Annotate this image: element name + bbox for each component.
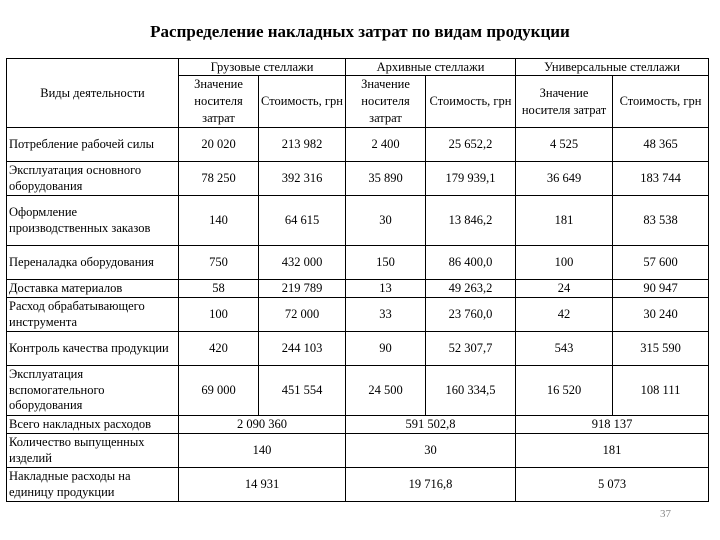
table-cell: 179 939,1 <box>426 162 516 196</box>
row-label: Эксплуатация основного оборудования <box>7 162 179 196</box>
summary-cell: 140 <box>179 434 346 468</box>
driver-header: Значение носителя затрат <box>516 76 613 128</box>
table-cell: 108 111 <box>613 366 709 416</box>
table-cell: 90 <box>346 332 426 366</box>
table-cell: 392 316 <box>259 162 346 196</box>
table-cell: 24 500 <box>346 366 426 416</box>
table-row <box>7 246 709 280</box>
row-label: Контроль качества продукции <box>7 332 179 366</box>
table-cell: 4 525 <box>516 128 613 162</box>
table-cell: 24 <box>516 280 613 298</box>
summary-cell: 2 090 360 <box>179 416 346 434</box>
table-cell: 150 <box>346 246 426 280</box>
table-row <box>7 298 709 332</box>
group-header: Грузовые стеллажи <box>179 59 346 76</box>
summary-cell: 181 <box>516 434 709 468</box>
table-cell: 78 250 <box>179 162 259 196</box>
table-cell: 30 240 <box>613 298 709 332</box>
group-header: Архивные стеллажи <box>346 59 516 76</box>
table-row <box>7 332 709 366</box>
summary-row <box>7 468 709 502</box>
driver-header: Значение носителя затрат <box>346 76 426 128</box>
table-cell: 160 334,5 <box>426 366 516 416</box>
table-cell: 16 520 <box>516 366 613 416</box>
table-cell: 181 <box>516 196 613 246</box>
table-cell: 72 000 <box>259 298 346 332</box>
table-cell: 42 <box>516 298 613 332</box>
table-cell: 30 <box>346 196 426 246</box>
row-label: Переналадка оборудования <box>7 246 179 280</box>
table-row <box>7 366 709 416</box>
table-cell: 543 <box>516 332 613 366</box>
overhead-table <box>6 58 709 502</box>
table-cell: 20 020 <box>179 128 259 162</box>
row-label: Потребление рабочей силы <box>7 128 179 162</box>
table-cell: 64 615 <box>259 196 346 246</box>
row-label: Доставка материалов <box>7 280 179 298</box>
table-cell: 83 538 <box>613 196 709 246</box>
table-cell: 213 982 <box>259 128 346 162</box>
row-label: Всего накладных расходов <box>7 416 179 434</box>
table-cell: 52 307,7 <box>426 332 516 366</box>
table-cell: 183 744 <box>613 162 709 196</box>
cost-header: Стоимость, грн <box>259 76 346 128</box>
row-label: Эксплуатация вспомогательного оборудования <box>7 366 179 416</box>
summary-cell: 19 716,8 <box>346 468 516 502</box>
table-cell: 86 400,0 <box>426 246 516 280</box>
table-cell: 33 <box>346 298 426 332</box>
page-title: Распределение накладных затрат по видам продукции <box>150 22 570 41</box>
table-row <box>7 162 709 196</box>
row-label: Накладные расходы на единицу продукции <box>7 468 179 502</box>
summary-cell: 591 502,8 <box>346 416 516 434</box>
row-label: Расход обрабатывающего инструмента <box>7 298 179 332</box>
table-header <box>7 59 709 128</box>
table-row <box>7 196 709 246</box>
row-label: Количество выпущенных изделий <box>7 434 179 468</box>
table-cell: 69 000 <box>179 366 259 416</box>
table-cell: 35 890 <box>346 162 426 196</box>
page-number: 37 <box>660 508 671 520</box>
table-cell: 451 554 <box>259 366 346 416</box>
table-cell: 420 <box>179 332 259 366</box>
table-cell: 100 <box>516 246 613 280</box>
table-cell: 100 <box>179 298 259 332</box>
table-cell: 13 846,2 <box>426 196 516 246</box>
table-cell: 750 <box>179 246 259 280</box>
table-cell: 57 600 <box>613 246 709 280</box>
table-cell: 23 760,0 <box>426 298 516 332</box>
cost-header: Стоимость, грн <box>426 76 516 128</box>
table-cell: 432 000 <box>259 246 346 280</box>
summary-cell: 5 073 <box>516 468 709 502</box>
summary-cell: 918 137 <box>516 416 709 434</box>
table-cell: 58 <box>179 280 259 298</box>
summary-cell: 30 <box>346 434 516 468</box>
table-cell: 36 649 <box>516 162 613 196</box>
table-cell: 140 <box>179 196 259 246</box>
table-cell: 48 365 <box>613 128 709 162</box>
driver-header: Значение носителя затрат <box>179 76 259 128</box>
table-cell: 244 103 <box>259 332 346 366</box>
summary-row <box>7 434 709 468</box>
table-cell: 315 590 <box>613 332 709 366</box>
table-cell: 219 789 <box>259 280 346 298</box>
row-label: Оформление производственных заказов <box>7 196 179 246</box>
table-cell: 2 400 <box>346 128 426 162</box>
summary-row <box>7 416 709 434</box>
summary-cell: 14 931 <box>179 468 346 502</box>
table-row <box>7 280 709 298</box>
group-header: Универсальные стеллажи <box>516 59 709 76</box>
cost-header: Стоимость, грн <box>613 76 709 128</box>
activity-header: Виды деятельности <box>7 59 179 128</box>
table-cell: 49 263,2 <box>426 280 516 298</box>
table-row <box>7 128 709 162</box>
table-body <box>7 128 709 502</box>
table-cell: 25 652,2 <box>426 128 516 162</box>
table-cell: 90 947 <box>613 280 709 298</box>
table-cell: 13 <box>346 280 426 298</box>
